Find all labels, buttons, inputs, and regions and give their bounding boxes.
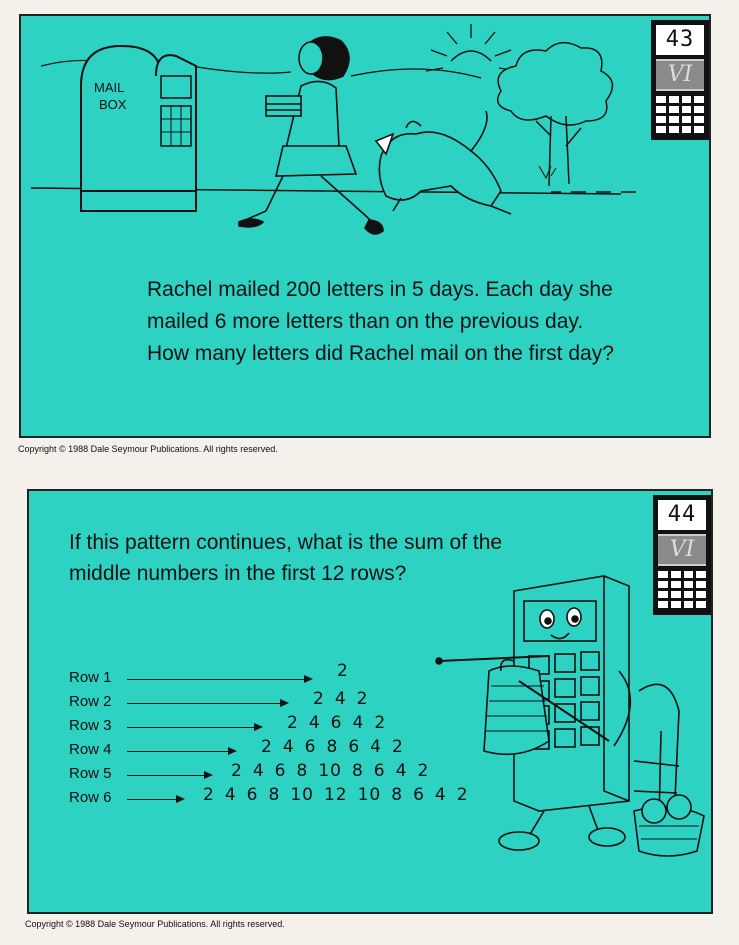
arrow-icon (127, 727, 261, 728)
girl-icon (239, 37, 383, 234)
copyright-notice: Copyright © 1988 Dale Seymour Publications. All rights reserved. (18, 444, 278, 454)
row-numbers: 2 4 2 (313, 689, 369, 709)
sun-icon (426, 24, 516, 71)
dog-icon (376, 111, 511, 214)
row-label: Row 5 (69, 765, 112, 782)
card-number: 43 (656, 25, 704, 55)
mailbox-label-box: BOX (99, 97, 127, 112)
problem-card-43 (19, 14, 711, 438)
row-label: Row 4 (69, 741, 112, 758)
arrow-icon (127, 799, 183, 800)
level-indicator: VI (656, 59, 704, 91)
level-indicator: VI (658, 534, 706, 566)
arrow-icon (127, 751, 235, 752)
question-text: Rachel mailed 200 letters in 5 days. Each day she mailed 6 more letters than on the previous day. How many letters did Rachel mail on the first day? (147, 278, 614, 365)
calculator-keypad-icon (656, 96, 704, 133)
mailbox-girl-dog-illustration (21, 16, 661, 256)
arrow-icon (127, 775, 211, 776)
row-numbers: 2 4 6 8 10 12 10 8 6 4 2 (203, 785, 469, 805)
card-number-badge (651, 20, 709, 140)
row-label: Row 1 (69, 669, 112, 686)
row-numbers: 2 4 6 8 6 4 2 (261, 737, 404, 757)
knitting-calculator-illustration (429, 561, 709, 861)
row-numbers: 2 (337, 661, 349, 681)
arrow-icon (127, 703, 287, 704)
row-label: Row 2 (69, 693, 112, 710)
arrow-icon (127, 679, 311, 680)
card-number: 44 (658, 500, 706, 530)
mailbox-label-mail: MAIL (94, 80, 125, 95)
mailbox-icon (81, 46, 196, 211)
copyright-notice: Copyright © 1988 Dale Seymour Publications. All rights reserved. (25, 919, 285, 929)
row-label: Row 6 (69, 789, 112, 806)
row-numbers: 2 4 6 4 2 (287, 713, 387, 733)
row-label: Row 3 (69, 717, 112, 734)
row-numbers: 2 4 6 8 10 8 6 4 2 (231, 761, 430, 781)
problem-card-44 (27, 489, 713, 914)
question-text: If this pattern continues, what is the sum of the middle numbers in the first 12 rows? (69, 531, 503, 585)
